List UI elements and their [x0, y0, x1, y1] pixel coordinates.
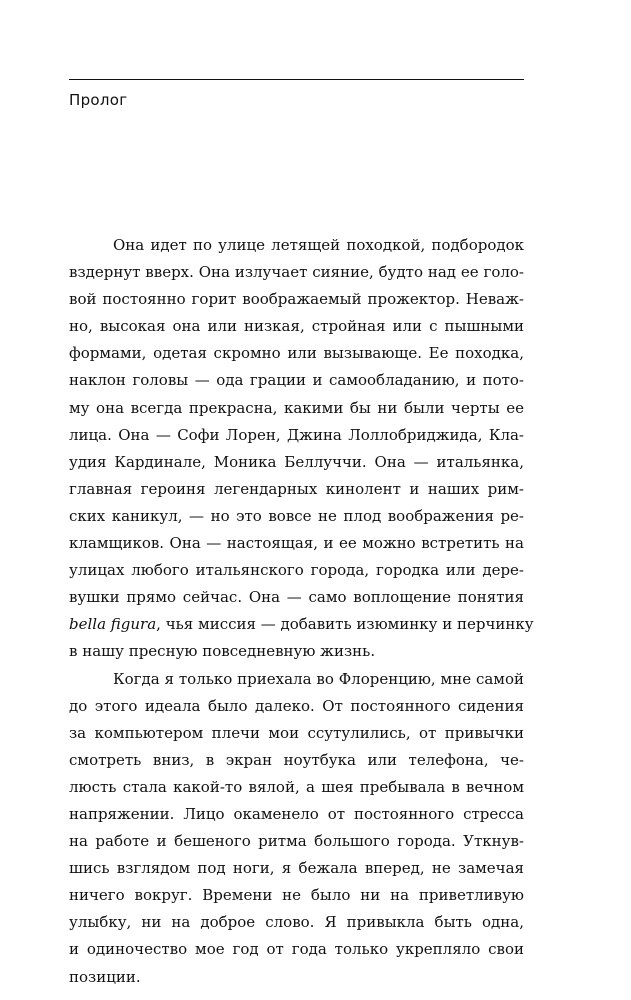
text-line: улыбку, ни на доброе слово. Я привыкла быть одна, [69, 913, 524, 932]
text-line: за компьютером плечи мои ссутулились, от привычки [69, 723, 524, 742]
text-line: лица. Она — Софи Лорен, Джина Лоллобриджида, Кла- [69, 425, 524, 444]
text-line: Когда я только приехала во Флоренцию, мне самой [113, 669, 524, 688]
text-line: смотреть вниз, в экран ноутбука или телефона, че- [69, 750, 524, 769]
text-line: ничего вокруг. Времени не было ни на приветливую [69, 886, 524, 905]
text-line: в нашу пресную повседневную жизнь. [69, 642, 376, 661]
text-line: ских каникул, — но это вовсе не плод воображения ре- [69, 506, 524, 525]
text-line: наклон головы — ода грации и самообладанию, и пото- [69, 371, 524, 390]
text-line: вушки прямо сейчас. Она — само воплощение понятия [69, 588, 524, 607]
text-line: на работе и бешеного ритма большого города. Уткнув- [69, 832, 524, 851]
text-line: позиции. [69, 967, 141, 986]
text-line: Она идет по улице летящей походкой, подбородок [113, 236, 524, 254]
text-line: главная героиня легендарных кинолент и наших рим- [69, 479, 524, 498]
text-line: му она всегда прекрасна, какими бы ни были черты ее [69, 398, 524, 417]
italic-term: bella figura [69, 615, 157, 634]
text-line: напряжении. Лицо окаменело от постоянного стресса [69, 804, 524, 823]
text-fragment: , чья миссия — добавить изюминку и перчинку [156, 615, 534, 634]
text-line: но, высокая она или низкая, стройная или с пышными [69, 317, 524, 336]
text-line: и одиночество мое год от года только укрепляло свои [69, 940, 524, 959]
text-line: кламщиков. Она — настоящая, и ее можно встретить на [69, 534, 524, 553]
paragraph-2 [69, 666, 524, 991]
body-text [69, 232, 534, 991]
text-line: формами, одетая скромно или вызывающе. Ее походка, [69, 344, 524, 363]
paragraph-1 [69, 232, 534, 666]
running-header: Пролог [69, 91, 128, 109]
text-line: шись взглядом под ноги, я бежала вперед, не замечая [69, 859, 524, 878]
text-line: вой постоянно горит воображаемый прожектор. Неваж- [69, 290, 524, 309]
text-line: вздернут вверх. Она излучает сияние, будто над ее голо- [69, 263, 524, 282]
header-rule [69, 79, 524, 80]
text-line: до этого идеала было далеко. От постоянного сидения [69, 696, 524, 715]
text-line: люсть стала какой-то вялой, а шея пребывала в вечном [69, 777, 524, 796]
text-line: улицах любого итальянского города, городка или дере- [69, 561, 524, 580]
text-line: удия Кардинале, Моника Беллуччи. Она — итальянка, [69, 452, 524, 471]
text-line [69, 611, 534, 638]
